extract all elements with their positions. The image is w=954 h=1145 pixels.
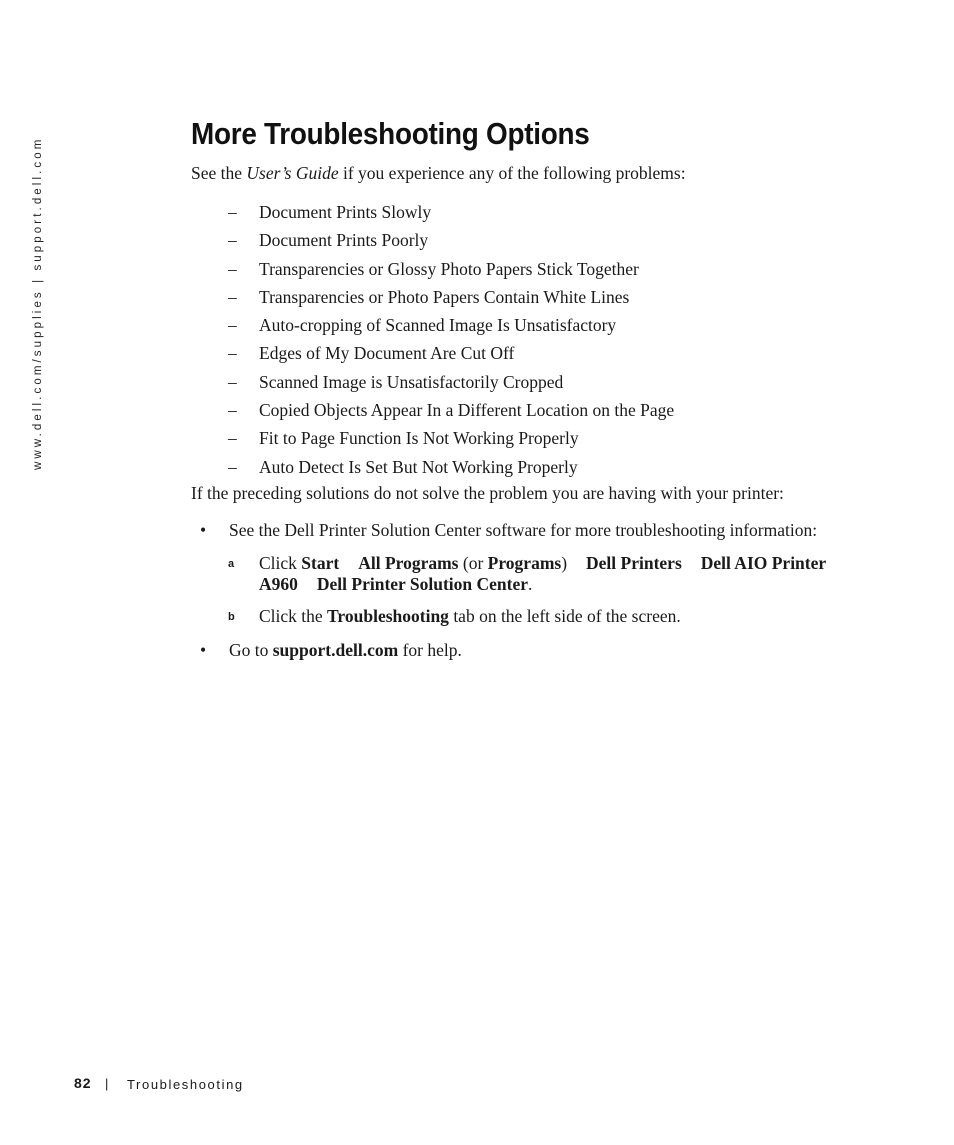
problem-text: Document Prints Slowly [259, 202, 432, 222]
dash-marker: – [228, 202, 237, 222]
problem-text: Auto-cropping of Scanned Image Is Unsatisfactory [259, 315, 617, 336]
users-guide-reference: User’s Guide [246, 163, 339, 183]
troubleshooting-tab-label: Troubleshooting [327, 606, 449, 626]
problem-text: Copied Objects Appear In a Different Location on the Page [259, 400, 675, 421]
footer-separator: | [105, 1076, 109, 1091]
support-before: Go to [229, 640, 273, 660]
support-link-text: support.dell.com [272, 640, 399, 660]
step-a-or-close: ) [561, 553, 568, 573]
support-bullet-text [229, 640, 462, 661]
intro-paragraph [191, 163, 686, 184]
solution-center-label: Dell Printer Solution Center [316, 574, 528, 594]
problem-text: Scanned Image is Unsatisfactorily Cropped [259, 371, 564, 392]
list-item [228, 257, 674, 285]
programs-label: Programs [487, 553, 562, 573]
dash-marker: – [228, 258, 237, 279]
step-b-before: Click the [259, 606, 328, 626]
dash-marker: – [228, 315, 237, 336]
list-item [228, 285, 674, 313]
list-item [228, 341, 674, 369]
dell-printers-label: Dell Printers [586, 553, 682, 573]
step-a-period: . [528, 574, 533, 594]
list-item [228, 313, 674, 341]
dash-marker: – [228, 428, 237, 449]
page-title: More Troubleshooting Options [191, 116, 590, 151]
step-b-letter: b [228, 611, 235, 623]
problem-text: Auto Detect Is Set But Not Working Properly [259, 456, 578, 477]
all-programs-label: All Programs [358, 553, 459, 573]
list-item [228, 200, 674, 228]
page-number: 82 [74, 1075, 92, 1091]
list-item [228, 426, 674, 454]
side-url-text: www.dell.com/supplies | support.dell.com [32, 136, 44, 470]
bullet-marker: • [200, 640, 207, 660]
step-a-click: Click [259, 553, 302, 573]
problem-text: Edges of My Document Are Cut Off [259, 343, 515, 364]
preceding-paragraph: If the preceding solutions do not solve the problem you are having with your printer: [191, 483, 784, 503]
intro-before: See the [191, 163, 247, 183]
intro-after: if you experience any of the following problems: [338, 163, 686, 183]
start-menu-label: Start [301, 553, 340, 573]
dash-marker: – [228, 343, 237, 364]
list-item [228, 455, 674, 483]
step-b-text [259, 606, 681, 627]
step-b-after: tab on the left side of the screen. [448, 606, 681, 626]
solution-center-bullet-text: See the Dell Printer Solution Center software for more troubleshooting information: [229, 520, 818, 540]
dash-marker: – [228, 400, 237, 421]
problem-text: Document Prints Poorly [259, 230, 429, 251]
dash-marker: – [228, 230, 237, 251]
support-after: for help. [398, 640, 462, 660]
step-a-text [259, 553, 849, 595]
step-a-letter: a [228, 558, 235, 570]
list-item [228, 228, 674, 256]
dash-marker: – [228, 286, 237, 307]
list-item [228, 398, 674, 426]
dash-marker: – [228, 371, 237, 392]
problem-list [228, 200, 674, 483]
dash-marker: – [228, 456, 237, 477]
list-item [228, 370, 674, 398]
bullet-marker: • [200, 520, 207, 540]
footer-section-title: Troubleshooting [127, 1077, 244, 1092]
problem-text: Fit to Page Function Is Not Working Properly [259, 428, 579, 449]
dell-aio-printer-label: Dell AIO Printer A960 [259, 553, 826, 594]
step-a-or-open: (or [458, 553, 488, 573]
problem-text: Transparencies or Glossy Photo Papers Stick Together [259, 258, 639, 279]
problem-text: Transparencies or Photo Papers Contain White Lines [259, 286, 630, 307]
